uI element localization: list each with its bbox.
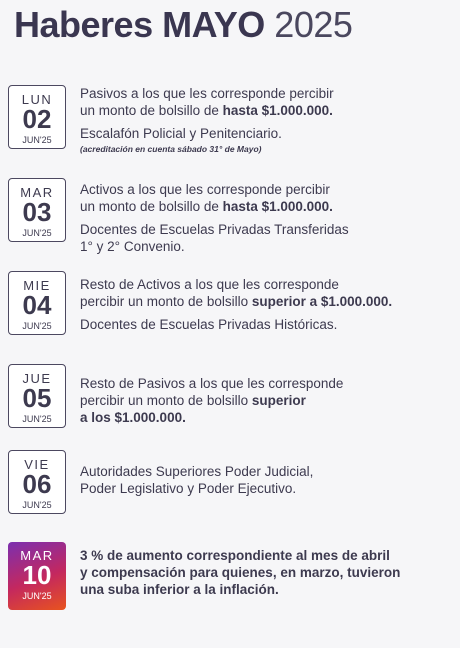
date-day: 04 bbox=[22, 290, 52, 320]
entry-highlight: a los $1.000.000. bbox=[80, 410, 186, 425]
date-day: 02 bbox=[22, 104, 52, 134]
entry-line: una suba inferior a la inflación. bbox=[80, 582, 279, 597]
entry-line bbox=[80, 409, 446, 426]
date-badge bbox=[8, 450, 66, 514]
entry-detail: Docentes de Escuelas Privadas Históricas. bbox=[80, 317, 338, 332]
page-title bbox=[14, 4, 352, 46]
entry-line: Poder Legislativo y Poder Ejecutivo. bbox=[80, 481, 297, 496]
date-weekday: MAR bbox=[20, 185, 54, 200]
date-month: JUN'25 bbox=[22, 321, 52, 331]
date-month: JUN'25 bbox=[22, 591, 52, 601]
date-month: JUN'25 bbox=[22, 414, 52, 424]
date-month: JUN'25 bbox=[22, 135, 52, 145]
entry-detail: Docentes de Escuelas Privadas Transferidas bbox=[80, 222, 349, 237]
entry-highlight: superior bbox=[251, 393, 306, 408]
entry-description bbox=[80, 85, 446, 155]
entry-line: Pasivos a los que les corresponde percibir bbox=[80, 86, 334, 101]
title-main: Haberes MAYO bbox=[14, 4, 265, 45]
entry-highlight: hasta $1.000.000. bbox=[222, 199, 333, 214]
date-badge-highlight bbox=[8, 542, 66, 610]
entry-description bbox=[80, 276, 446, 333]
date-day: 06 bbox=[22, 469, 52, 499]
entry-note: (acreditación en cuenta sábado 31° de Mayo) bbox=[80, 144, 262, 154]
date-day: 05 bbox=[22, 383, 52, 413]
entry-line: percibir un monto de bolsillo superior bbox=[80, 393, 306, 408]
entry-description bbox=[80, 547, 446, 598]
date-badge bbox=[8, 271, 66, 335]
title-year: 2025 bbox=[274, 4, 353, 45]
date-month: JUN'25 bbox=[22, 500, 52, 510]
date-day: 10 bbox=[22, 560, 52, 590]
entry-line: Resto de Activos a los que les corresponde bbox=[80, 277, 339, 292]
entry-detail: 1° y 2° Convenio. bbox=[80, 239, 185, 254]
date-badge bbox=[8, 85, 66, 149]
date-weekday: LUN bbox=[21, 92, 53, 107]
entry-line: un monto de bolsillo de hasta $1.000.000. bbox=[80, 199, 333, 214]
entry-highlight: hasta $1.000.000. bbox=[222, 103, 333, 118]
entry-highlight: superior a $1.000.000. bbox=[251, 294, 393, 309]
entry-description bbox=[80, 463, 446, 497]
entry-description bbox=[80, 181, 446, 255]
entry-description bbox=[80, 375, 446, 426]
entry-line: 3 % de aumento correspondiente al mes de abril bbox=[80, 548, 390, 563]
date-month: JUN'25 bbox=[22, 228, 52, 238]
entry-line: Activos a los que les corresponde percibir bbox=[80, 182, 330, 197]
date-weekday: VIE bbox=[24, 457, 50, 472]
entry-detail: Escalafón Policial y Penitenciario. bbox=[80, 126, 282, 141]
entry-line: Autoridades Superiores Poder Judicial, bbox=[80, 464, 314, 479]
entry-line: y compensación para quienes, en marzo, tuvieron bbox=[80, 565, 401, 580]
entry-line: un monto de bolsillo de hasta $1.000.000. bbox=[80, 103, 333, 118]
entry-line: percibir un monto de bolsillo superior a $1.000.000. bbox=[80, 294, 393, 309]
date-badge bbox=[8, 178, 66, 242]
date-weekday: MAR bbox=[20, 548, 54, 563]
date-badge bbox=[8, 364, 66, 428]
date-weekday: JUE bbox=[22, 371, 52, 386]
date-day: 03 bbox=[22, 197, 52, 227]
date-weekday: MIE bbox=[23, 278, 51, 293]
entry-line: Resto de Pasivos a los que les corresponde bbox=[80, 376, 344, 391]
